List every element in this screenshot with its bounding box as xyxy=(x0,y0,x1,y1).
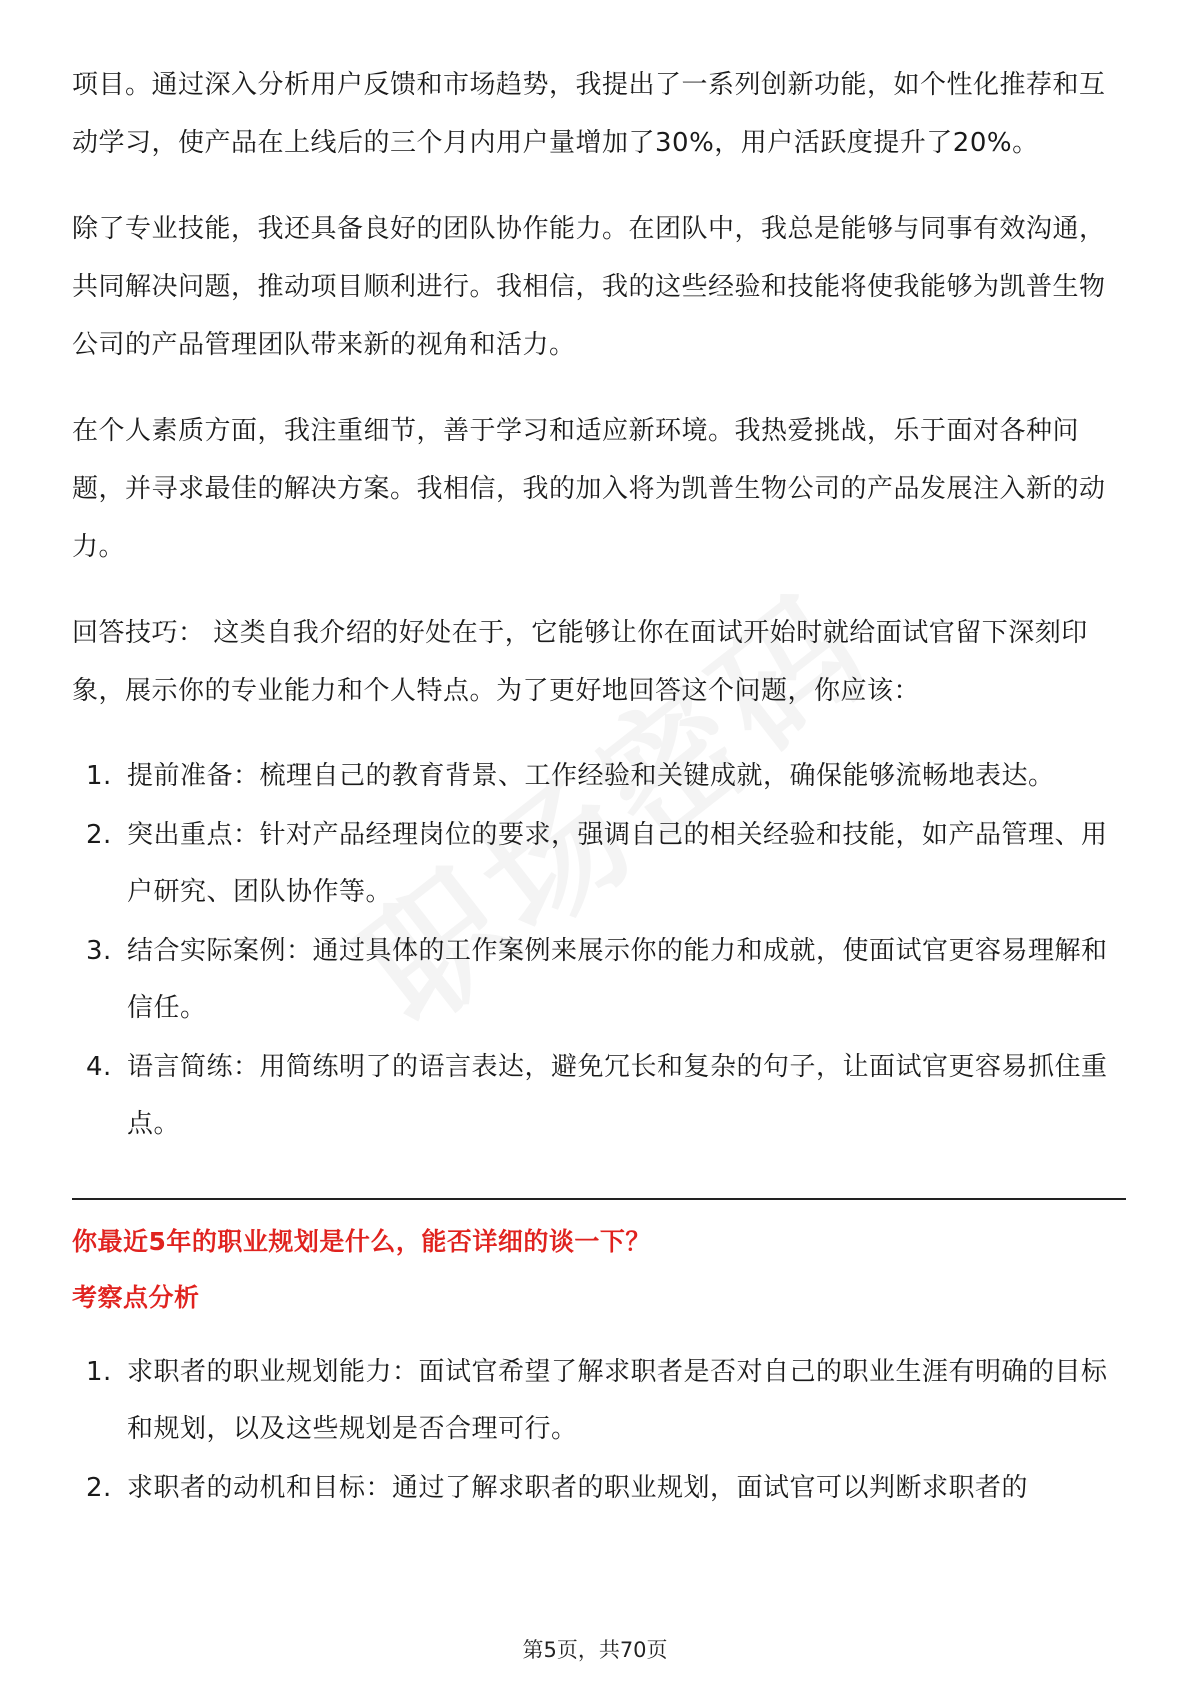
analysis-list xyxy=(72,1344,1126,1517)
paragraph: 在个人素质方面，我注重细节，善于学习和适应新环境。我热爱挑战，乐于面对各种问题，并寻求最佳的解决方案。我相信，我的加入将为凯普生物公司的产品发展注入新的动力。 xyxy=(72,416,1106,562)
answer-tips-paragraph: 回答技巧： 这类自我介绍的好处在于，它能够让你在面试开始时就给面试官留下深刻印象，展示你的专业能力和个人特点。为了更好地回答这个问题，你应该： xyxy=(72,618,1088,706)
list-item-text: 求职者的动机和目标：通过了解求职者的职业规划，面试官可以判断求职者的 xyxy=(127,1473,1029,1503)
list-item-text: 结合实际案例：通过具体的工作案例来展示你的能力和成就，使面试官更容易理解和信任。 xyxy=(127,936,1108,1023)
list-number: 2. xyxy=(86,820,112,850)
analysis-heading: 考察点分析 xyxy=(72,1283,200,1312)
page-number-footer: 第5页，共70页 xyxy=(522,1638,668,1662)
tips-list xyxy=(72,748,1126,1153)
list-item-text: 语言简练：用简练明了的语言表达，避免冗长和复杂的句子，让面试官更容易抓住重点。 xyxy=(127,1052,1108,1139)
list-number: 2. xyxy=(86,1473,112,1503)
paragraph: 除了专业技能，我还具备良好的团队协作能力。在团队中，我总是能够与同事有效沟通，共同解决问题，推动项目顺利进行。我相信，我的这些经验和技能将使我能够为凯普生物公司的产品管理团队带来新的视角和活力。 xyxy=(72,214,1106,360)
list-item-text: 求职者的职业规划能力：面试官希望了解求职者是否对自己的职业生涯有明确的目标和规划，以及这些规划是否合理可行。 xyxy=(127,1357,1108,1444)
section-divider xyxy=(72,1198,1126,1200)
list-number: 3. xyxy=(86,936,112,966)
list-item-text: 提前准备：梳理自己的教育背景、工作经验和关键成就，确保能够流畅地表达。 xyxy=(127,761,1055,791)
list-item xyxy=(72,923,1126,1037)
paragraph: 项目。通过深入分析用户反馈和市场趋势，我提出了一系列创新功能，如个性化推荐和互动学习，使产品在上线后的三个月内用户量增加了30%，用户活跃度提升了20%。 xyxy=(72,70,1106,158)
list-item xyxy=(72,1460,1126,1517)
list-number: 1. xyxy=(86,1357,112,1387)
list-item-text: 突出重点：针对产品经理岗位的要求，强调自己的相关经验和技能，如产品管理、用户研究、团队协作等。 xyxy=(127,820,1108,907)
list-item xyxy=(72,1039,1126,1153)
document-page xyxy=(72,56,1126,1519)
list-item xyxy=(72,1344,1126,1458)
list-number: 1. xyxy=(86,761,112,791)
interview-question: 你最近5年的职业规划是什么，能否详细的谈一下？ xyxy=(72,1227,651,1256)
list-item xyxy=(72,807,1126,921)
list-number: 4. xyxy=(86,1052,112,1082)
list-item xyxy=(72,748,1126,805)
